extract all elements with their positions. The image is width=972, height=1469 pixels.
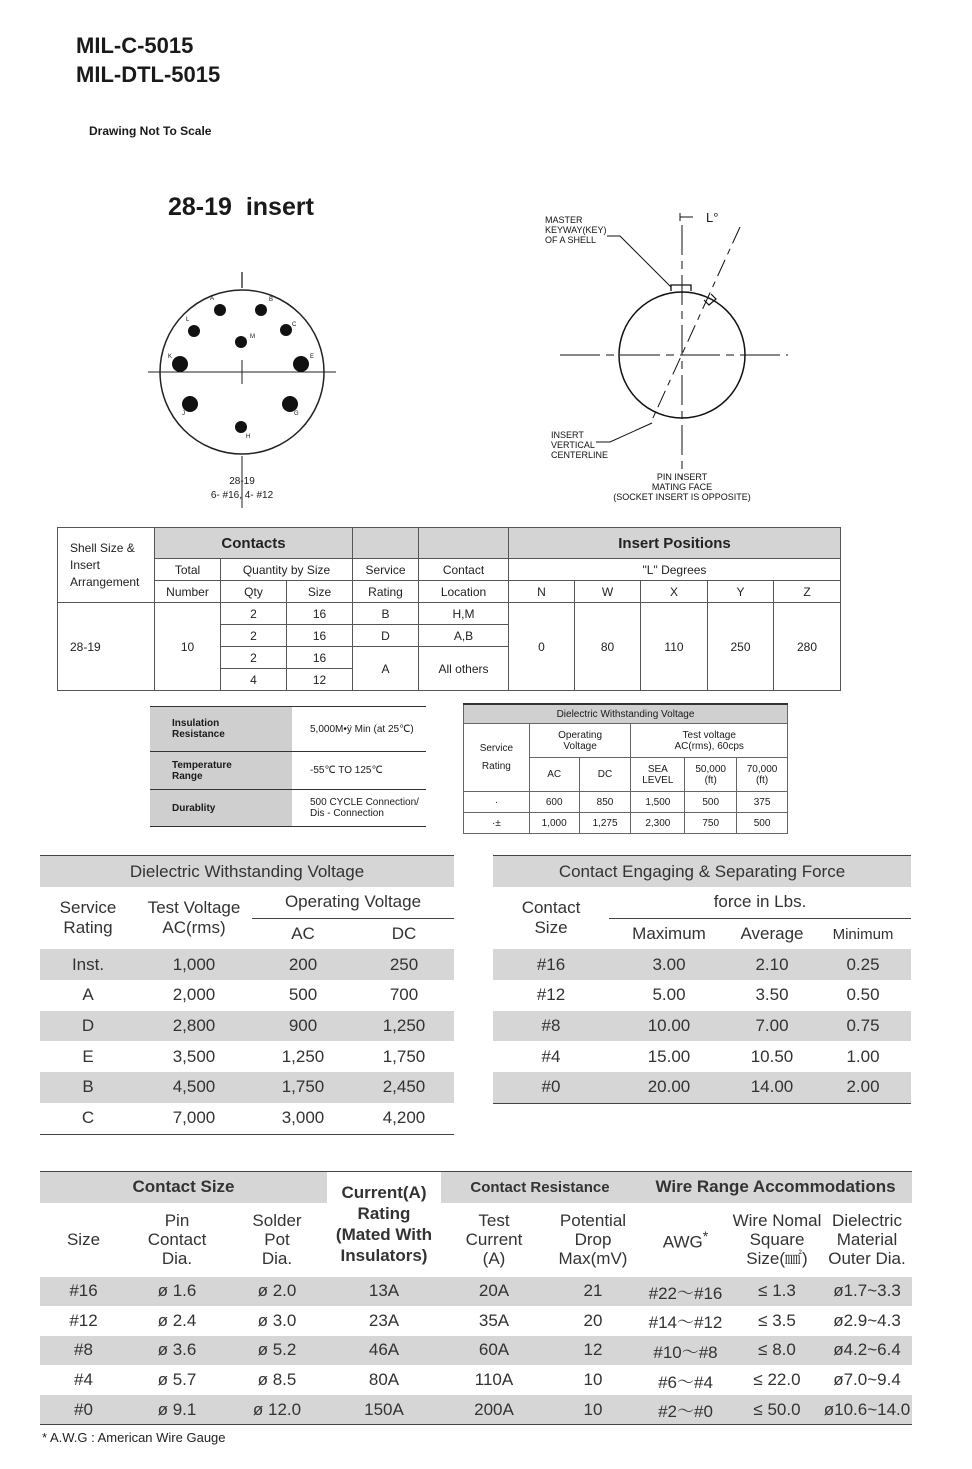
wire-range-header: Wire Range Accommodations (639, 1172, 912, 1203)
table-cell: 4,500 (172, 1077, 216, 1097)
table-cell: #6～#4 (658, 1372, 713, 1392)
durability-label: Durablity (150, 790, 292, 827)
pin-label-J: J (182, 411, 185, 417)
table-cell: 500 (685, 792, 737, 813)
merged-service-cell: A (353, 647, 419, 691)
contacts-header-blank (353, 528, 419, 559)
rating-header: Rating (353, 581, 419, 603)
table-cell: 1,000 (172, 954, 216, 974)
dv-ac-header: AC (291, 924, 315, 944)
contacts-header: Contacts (155, 528, 353, 559)
table-cell: 250 (389, 954, 419, 974)
small-dielectric-table (463, 703, 788, 834)
table-cell: ø 12.0 (252, 1399, 302, 1419)
table-cell: 7,000 (172, 1108, 216, 1128)
dv-dc-header: DC (391, 924, 417, 944)
table-cell: 7.00 (755, 1016, 789, 1036)
table-cell: #16 (69, 1281, 98, 1301)
dv-test-header: Test Voltage AC(rms) (147, 898, 241, 938)
table-cell: 21 (583, 1281, 603, 1301)
temperature-range-label: Temperature Range (150, 752, 292, 790)
master-keyway-label: MASTER KEYWAY(KEY) OF A SHELL (545, 215, 607, 245)
l-degrees-header: "L" Degrees (509, 559, 841, 581)
merged-location-cell: All others (419, 647, 509, 691)
force-min-header: Minimum (832, 925, 894, 943)
table-cell: B (82, 1077, 94, 1097)
total-header: Total (155, 559, 221, 581)
table-cell: E (82, 1046, 94, 1066)
table-cell: 3.50 (755, 985, 789, 1005)
contact-header: Contact (419, 559, 509, 581)
contact-size-header: Contact Size (40, 1172, 327, 1203)
arrangement-cell: 28-19 (58, 603, 155, 691)
table-cell: ≤ 8.0 (758, 1340, 796, 1360)
table-cell: ·± (464, 813, 530, 834)
table-cell: 2,800 (172, 1016, 216, 1036)
doc-title-2: MIL-DTL-5015 (76, 62, 221, 87)
table-cell: 2 (221, 603, 287, 625)
table-cell: D (353, 625, 419, 647)
table-cell: ø 5.2 (257, 1340, 297, 1360)
table-cell: 2.10 (755, 954, 789, 974)
pin-label-H: H (246, 434, 251, 440)
dv-operating-header: Operating Voltage (252, 887, 454, 918)
table-cell: 5.00 (652, 985, 686, 1005)
table-cell: #0 (74, 1399, 93, 1419)
table-cell: 0.25 (846, 954, 880, 974)
service-header: Service (353, 559, 419, 581)
table-cell: C (81, 1108, 95, 1128)
table-cell: 2,300 (631, 813, 685, 834)
small-dv-dc: DC (579, 758, 631, 792)
table-cell: A,B (419, 625, 509, 647)
table-cell: #10～#8 (653, 1342, 718, 1362)
table-cell: ø 5.7 (157, 1370, 197, 1390)
table-cell: ø 2.0 (257, 1281, 297, 1301)
qty-by-size-header: Quantity by Size (221, 559, 353, 581)
contact-force-table (493, 855, 911, 1104)
table-cell: 850 (579, 792, 631, 813)
table-cell: 1,250 (382, 1016, 426, 1036)
table-cell: 500 (737, 813, 788, 834)
table-cell: 1,250 (281, 1046, 325, 1066)
table-cell: ≤ 22.0 (753, 1370, 801, 1390)
table-cell: 3,500 (172, 1046, 216, 1066)
pos-col-Y: Y (708, 581, 774, 603)
contacts-table (57, 527, 841, 691)
table-cell: ≤ 50.0 (753, 1399, 801, 1419)
pin-K (172, 356, 188, 372)
table-cell: 4,200 (382, 1108, 426, 1128)
pin-E (293, 356, 309, 372)
pin-B (255, 304, 267, 316)
dv-service-header: Service Rating (59, 898, 117, 938)
pin-label-K: K (168, 354, 173, 360)
table-cell: #0 (541, 1077, 561, 1097)
table-cell: · (464, 792, 530, 813)
dv-table-title: Dielectric Withstanding Voltage (40, 856, 454, 888)
pin-label-A: A (210, 296, 215, 302)
size-col-header: Size (66, 1230, 101, 1249)
small-dv-50k: 50,000 (ft) (685, 758, 737, 792)
pos-col-Z: Z (774, 581, 841, 603)
table-cell: 12 (583, 1340, 603, 1360)
table-cell: 200 (288, 954, 318, 974)
insert-vertical-label: INSERT VERTICAL CENTERLINE (551, 430, 609, 460)
table-cell: #12 (69, 1310, 98, 1330)
table-cell: 700 (389, 985, 419, 1005)
force-table-title: Contact Engaging & Separating Force (493, 856, 911, 888)
table-cell: ø7.0~9.4 (833, 1370, 901, 1390)
small-dv-title: Dielectric Withstanding Voltage (464, 704, 788, 724)
table-cell: #4 (74, 1370, 93, 1390)
table-cell: #8 (74, 1340, 93, 1360)
table-cell: 35A (478, 1310, 510, 1330)
table-cell: 10 (583, 1399, 603, 1419)
qty-header: Qty (221, 581, 287, 603)
pin-label-M: M (250, 334, 255, 340)
scale-note: Drawing Not To Scale (89, 124, 212, 138)
table-cell: 20A (478, 1281, 510, 1301)
table-cell: 10 (583, 1370, 603, 1390)
table-cell: #4 (541, 1046, 561, 1066)
table-cell: 60A (478, 1340, 510, 1360)
table-cell: 12 (287, 669, 353, 691)
table-cell: 150A (364, 1399, 404, 1419)
size-header: Size (287, 581, 353, 603)
table-cell: 0.50 (846, 985, 880, 1005)
small-dv-operating: Operating Voltage (529, 724, 631, 758)
force-contact-size-header: Contact Size (521, 898, 581, 938)
table-cell: 46A (368, 1340, 400, 1360)
table-cell: 1.00 (846, 1046, 880, 1066)
table-cell: B (353, 603, 419, 625)
table-cell: ø 2.4 (157, 1310, 197, 1330)
location-header: Location (419, 581, 509, 603)
doc-title-1: MIL-C-5015 (76, 33, 194, 58)
insert-title: 28-19 insert (168, 193, 314, 221)
pos-X-value: 110 (641, 603, 708, 691)
pin-J (182, 396, 198, 412)
force-max-header: Maximum (632, 924, 706, 944)
table-cell: 110A (474, 1370, 514, 1390)
pin-label-G: G (294, 411, 299, 417)
dielectric-voltage-table (40, 855, 454, 1135)
table-cell: ø1.7~3.3 (833, 1281, 901, 1301)
table-cell: ø4.2~6.4 (833, 1340, 901, 1360)
awg-header: AWG* (662, 1228, 709, 1252)
table-cell: #8 (541, 1016, 561, 1036)
wire-nominal-header: Wire Nomal Square Size(㎟) (732, 1211, 822, 1268)
table-cell: 1,500 (631, 792, 685, 813)
table-cell: #12 (536, 985, 566, 1005)
potential-drop-header: Potential Drop Max(mV) (558, 1211, 628, 1268)
insert-positions-header: Insert Positions (509, 528, 841, 559)
table-cell: ø 3.6 (157, 1340, 197, 1360)
table-cell: 2 (221, 625, 287, 647)
pin-M (235, 336, 247, 348)
pos-W-value: 80 (575, 603, 641, 691)
pin-A (214, 304, 226, 316)
table-cell: 16 (287, 625, 353, 647)
pos-Z-value: 280 (774, 603, 841, 691)
table-cell: #16 (536, 954, 566, 974)
table-cell: 16 (287, 603, 353, 625)
table-cell: 80A (368, 1370, 400, 1390)
small-dv-sea: SEA LEVEL (631, 758, 685, 792)
contact-resistance-header: Contact Resistance (441, 1172, 639, 1203)
table-cell: 20 (583, 1310, 603, 1330)
table-cell: ø 1.6 (157, 1281, 197, 1301)
contact-size-table (40, 1171, 912, 1425)
table-cell: 3.00 (652, 954, 686, 974)
temperature-range-value: -55℃ TO 125℃ (292, 752, 426, 790)
solder-dia-header: Solder Pot Dia. (252, 1211, 302, 1268)
insulation-resistance-label: Insulation Resistance (150, 707, 292, 752)
pin-label-C: C (292, 322, 297, 328)
table-cell: ≤ 3.5 (758, 1310, 796, 1330)
table-cell: 900 (288, 1016, 318, 1036)
pos-col-W: W (575, 581, 641, 603)
table-cell: 2,450 (382, 1077, 426, 1097)
table-cell: H,M (419, 603, 509, 625)
pos-col-X: X (641, 581, 708, 603)
pin-H (235, 421, 247, 433)
table-cell: 600 (529, 792, 579, 813)
table-cell: 14.00 (750, 1077, 794, 1097)
awg-footnote: * A.W.G : American Wire Gauge (42, 1430, 226, 1445)
table-cell: 10.50 (750, 1046, 794, 1066)
insert-caption: 28-19 6- #16, 4- #12 (210, 476, 274, 501)
pin-label-B: B (269, 297, 274, 303)
force-lbs-header: force in Lbs. (609, 887, 911, 918)
small-dv-service: Service Rating (464, 724, 530, 792)
pos-N-value: 0 (509, 603, 575, 691)
force-avg-header: Average (740, 924, 804, 944)
number-header: Number (155, 581, 221, 603)
table-cell: ø 8.5 (257, 1370, 297, 1390)
current-rating-header: Current(A) Rating (Mated With Insulators) (327, 1172, 441, 1277)
pin-G (282, 396, 298, 412)
durability-value: 500 CYCLE Connection/ Dis - Connection (292, 790, 426, 827)
table-cell: 1,275 (579, 813, 631, 834)
shell-size-header: Shell Size & Insert Arrangement (58, 528, 155, 603)
table-cell: 2.00 (846, 1077, 880, 1097)
table-cell: 0.75 (846, 1016, 880, 1036)
pin-L (188, 325, 200, 337)
pin-dia-header: Pin Contact Dia. (147, 1211, 207, 1268)
table-cell: ø 9.1 (157, 1399, 197, 1419)
table-cell: 2,000 (172, 985, 216, 1005)
small-dv-test: Test voltage AC(rms), 60cps (631, 724, 788, 758)
table-cell: #2～#0 (658, 1402, 713, 1422)
table-cell: 23A (368, 1310, 400, 1330)
table-cell: 20.00 (647, 1077, 691, 1097)
pos-col-N: N (509, 581, 575, 603)
table-cell: ø2.9~4.3 (833, 1310, 901, 1330)
small-dv-ac: AC (529, 758, 579, 792)
table-cell: D (81, 1016, 95, 1036)
table-cell: 2 (221, 647, 287, 669)
total-number-cell: 10 (155, 603, 221, 691)
table-cell: 375 (737, 792, 788, 813)
pin-C (280, 324, 292, 336)
test-current-header: Test Current (A) (465, 1211, 523, 1268)
table-cell: 4 (221, 669, 287, 691)
pin-insert-label: PIN INSERT MATING FACE (SOCKET INSERT IS OPPOSITE) (613, 472, 751, 502)
pin-label-E: E (310, 354, 315, 360)
contacts-header-blank-2 (419, 528, 509, 559)
table-cell: 750 (685, 813, 737, 834)
table-cell: #14～#12 (648, 1313, 723, 1333)
pin-label-L: L (186, 317, 190, 323)
dielectric-dia-header: Dielectric Material Outer Dia. (828, 1211, 906, 1268)
insulation-table (150, 706, 426, 827)
table-cell: 10.00 (647, 1016, 691, 1036)
table-cell: 15.00 (647, 1046, 691, 1066)
insulation-resistance-value: 5,000M•ÿ Min (at 25℃) (292, 707, 426, 752)
table-cell: #22～#16 (648, 1283, 723, 1303)
table-cell: 16 (287, 647, 353, 669)
angle-label: L° (706, 210, 719, 225)
table-cell: A (82, 985, 94, 1005)
table-cell: 3,000 (281, 1108, 325, 1128)
table-cell: ≤ 1.3 (758, 1281, 796, 1301)
table-cell: 1,750 (281, 1077, 325, 1097)
table-cell: 1,000 (529, 813, 579, 834)
table-cell: ø 3.0 (257, 1310, 297, 1330)
pos-Y-value: 250 (708, 603, 774, 691)
table-cell: 1,750 (382, 1046, 426, 1066)
table-cell: Inst. (71, 954, 105, 974)
table-cell: ø10.6~14.0 (823, 1399, 911, 1419)
table-cell: 13A (368, 1281, 400, 1301)
table-cell: 500 (288, 985, 318, 1005)
table-cell: 200A (474, 1399, 514, 1419)
small-dv-70k: 70,000 (ft) (737, 758, 788, 792)
